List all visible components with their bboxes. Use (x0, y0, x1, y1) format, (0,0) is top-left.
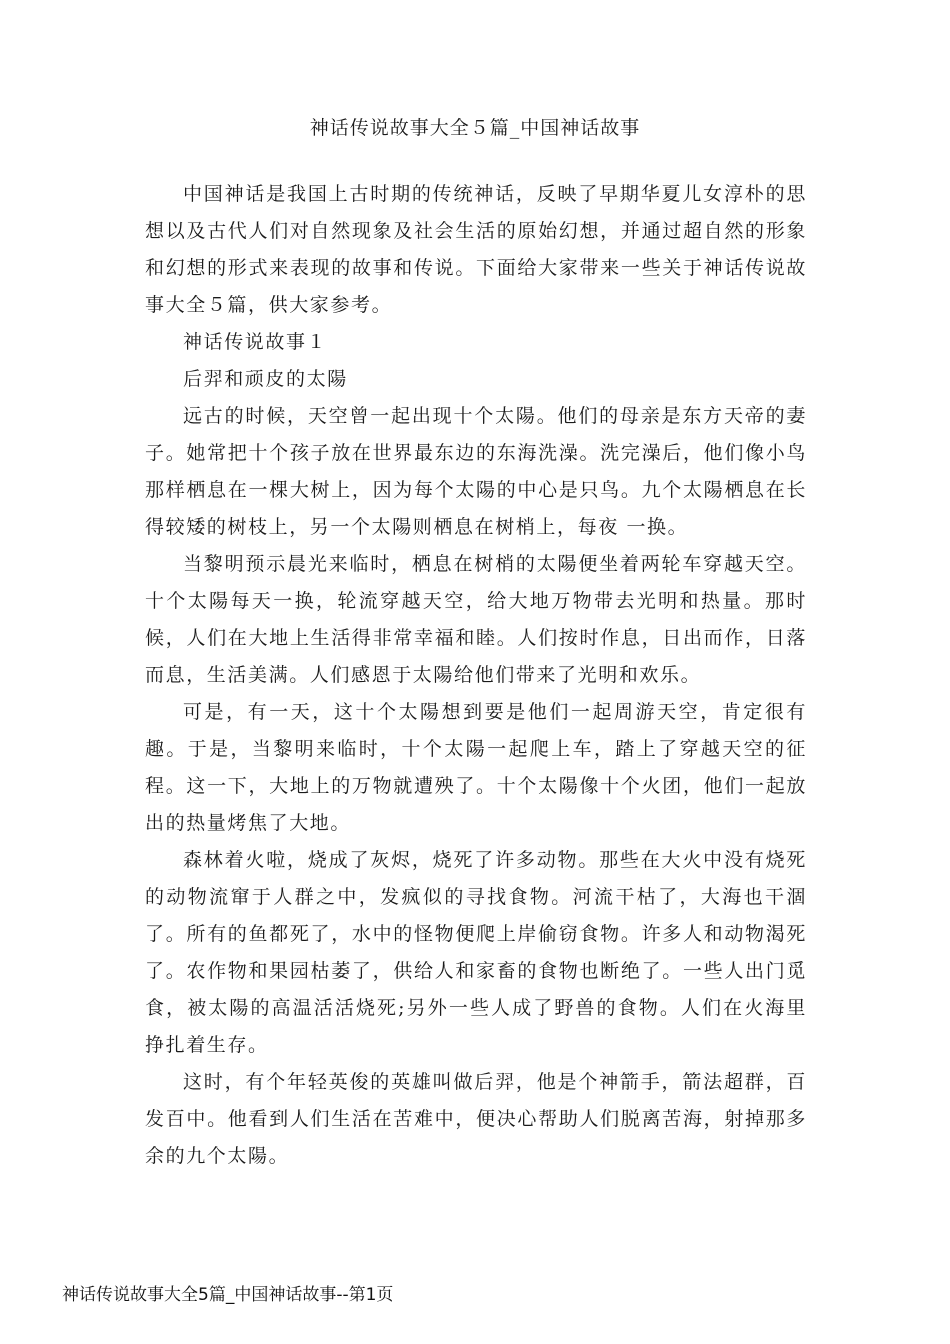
paragraph: 这时，有个年轻英俊的英雄叫做后羿，他是个神箭手，箭法超群，百发百中。他看到人们生活在苦难中，便决心帮助人们脱离苦海，射掉那多余的九个太陽。 (145, 1071, 807, 1167)
paragraph: 远古的时候，天空曾一起出现十个太陽。他们的母亲是东方天帝的妻子。她常把十个孩子放在世界最东边的东海洗澡。洗完澡后，他们像小鸟那样栖息在一棵大树上，因为每个太陽的中心是只鸟。九个太陽栖息在长得较矮的树枝上，另一个太陽则栖息在树梢上，每夜 一换。 (145, 405, 807, 538)
document-body (145, 176, 807, 1175)
paragraph: 可是，有一天，这十个太陽想到要是他们一起周游天空，肯定很有趣。于是，当黎明来临时，十个太陽一起爬上车，踏上了穿越天空的征程。这一下，大地上的万物就遭殃了。十个太陽像十个火团，他们一起放出的热量烤焦了大地。 (145, 701, 807, 834)
document-title: 神话传说故事大全５篇_中国神话故事 (309, 117, 641, 139)
page-footer: 神话传说故事大全5篇_中国神话故事--第1页 (62, 1285, 394, 1305)
paragraph-intro: 中国神话是我国上古时期的传统神话，反映了早期华夏儿女淳朴的思想以及古代人们对自然现象及社会生活的原始幻想，并通过超自然的形象和幻想的形式来表现的故事和传说。下面给大家带来一些关于神话传说故事大全５篇，供大家参考。 (145, 183, 807, 316)
story-title: 后羿和顽皮的太陽 (183, 368, 348, 390)
paragraph: 森林着火啦，烧成了灰烬，烧死了许多动物。那些在大火中没有烧死的动物流窜于人群之中，发疯似的寻找食物。河流干枯了，大海也干涸了。所有的鱼都死了，水中的怪物便爬上岸偷窃食物。许多人和动物渴死了。农作物和果园枯萎了，供给人和家畜的食物也断绝了。一些人出门觅食，被太陽的高温活活烧死;另外一些人成了野兽的食物。人们在火海里挣扎着生存。 (145, 849, 807, 1056)
section-heading: 神话传说故事１ (183, 331, 328, 353)
paragraph: 当黎明预示晨光来临时，栖息在树梢的太陽便坐着两轮车穿越天空。十个太陽每天一换，轮流穿越天空，给大地万物带去光明和热量。那时候，人们在大地上生活得非常幸福和睦。人们按时作息，日出而作，日落而息，生活美满。人们感恩于太陽给他们带来了光明和欢乐。 (145, 553, 807, 686)
